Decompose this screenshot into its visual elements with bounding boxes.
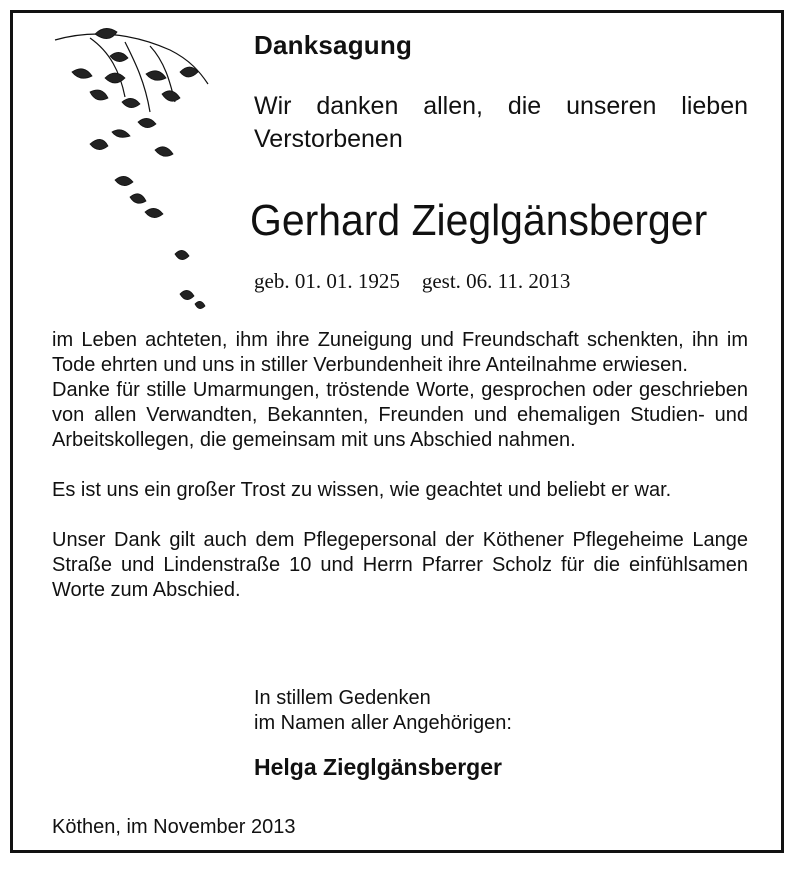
- closing-line-1: In stillem Gedenken: [254, 687, 431, 709]
- death-date: gest. 06. 11. 2013: [421, 269, 571, 293]
- life-dates: [254, 269, 570, 294]
- closing-line-2: im Namen aller Angehörigen:: [254, 712, 512, 734]
- birth-date: geb. 01. 01. 1925: [254, 269, 400, 293]
- body-text: [52, 328, 748, 603]
- place-and-date: Köthen, im November 2013: [52, 816, 296, 838]
- paragraph-care-staff: Unser Dank gilt auch dem Pflegepersonal der Köthener Pflegeheime Lange Straße und Lindenstraße 10 und Herrn Pfarrer Scholz für die einfühlsamen Worte zum Abschied.: [52, 529, 748, 601]
- intro-line-2: Verstorbenen: [254, 125, 403, 153]
- intro-text: [254, 90, 748, 156]
- paragraph-thanks-hugs: Danke für stille Umarmungen, tröstende Worte, gesprochen oder geschrieben von allen Verwandten, Bekannten, Freunden und ehemaligen Studien- und Arbeitskollegen, die gemeinsam mit uns Abschied nahmen.: [52, 379, 748, 451]
- paragraph-comfort: Es ist uns ein großer Trost zu wissen, wie geachtet und beliebt er war.: [52, 479, 672, 501]
- signer-name: Helga Zieglgänsberger: [254, 754, 502, 780]
- notice-heading: Danksagung: [254, 30, 413, 60]
- deceased-name: Gerhard Zieglgänsberger: [250, 196, 708, 245]
- paragraph-thanks-life: im Leben achteten, ihm ihre Zuneigung und Freundschaft schenkten, ihn im Tode ehrten und uns in stiller Verbundenheit ihre Anteilnahme erwiesen.: [52, 329, 748, 376]
- intro-line-1: Wir danken allen, die unseren lieben: [254, 92, 748, 120]
- closing-text: [254, 686, 512, 736]
- falling-leaves-branch-icon: [50, 22, 230, 322]
